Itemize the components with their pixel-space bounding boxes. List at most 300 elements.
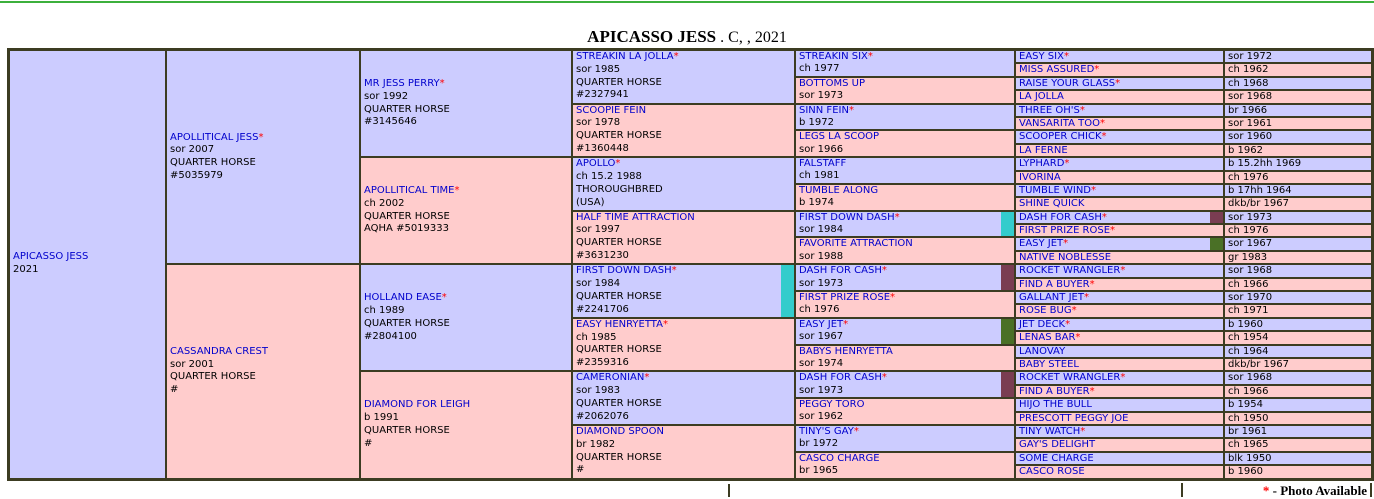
horse-name-line (799, 212, 1014, 224)
photo-star-icon: * (615, 158, 621, 170)
horse-year-cell (1224, 237, 1372, 250)
horse-detail: 2021 (13, 264, 39, 276)
horse-detail: QUARTER HORSE (576, 344, 662, 356)
horse-detail: #5035979 (170, 169, 223, 181)
horse-name-line (576, 158, 794, 171)
horse-name-line (364, 78, 571, 91)
horse-year: ch 1971 (1228, 305, 1269, 317)
photo-star-icon: * (1089, 385, 1095, 397)
horse-year: b 1960 (1228, 466, 1263, 478)
horse-year: b 15.2hh 1969 (1228, 158, 1302, 170)
horse-link[interactable]: MISS ASSURED (1019, 64, 1095, 76)
horse-year-cell (1224, 50, 1372, 63)
horse-link[interactable]: EASY HENRYETTA (576, 318, 663, 330)
horse-link[interactable]: DASH FOR CASH (799, 265, 882, 277)
horse-cell-gen5-2 (795, 77, 1015, 104)
horse-link[interactable]: JET DECK (1019, 318, 1066, 330)
photo-star-icon: * (843, 318, 849, 330)
horse-cell-gen5-11 (795, 318, 1015, 345)
horse-detail: QUARTER HORSE (364, 424, 450, 436)
horse-name-line (1019, 78, 1223, 89)
photo-star-icon: * (1065, 318, 1071, 330)
horse-detail: QUARTER HORSE (576, 451, 662, 463)
horse-link[interactable]: NATIVE NOBLESSE (1019, 251, 1112, 263)
horse-year: ch 1976 (1228, 171, 1269, 183)
horse-cell-gen6-22 (1015, 331, 1224, 344)
horse-cell-gen4-8 (572, 425, 795, 479)
horse-year: br 1966 (1228, 104, 1268, 116)
horse-detail: QUARTER HORSE (576, 76, 662, 88)
horse-link[interactable]: SOME CHARGE (1019, 452, 1094, 464)
horse-detail: br 1982 (576, 438, 616, 450)
horse-detail: #2327941 (576, 89, 629, 101)
horse-year: ch 1966 (1228, 278, 1269, 290)
horse-cell-gen6-30 (1015, 438, 1224, 451)
horse-name-line (799, 265, 1014, 277)
photo-star-icon: * (1101, 211, 1107, 223)
horse-detail: sor 1988 (799, 250, 844, 262)
horse-name-line (799, 185, 1014, 197)
horse-detail: # (364, 437, 373, 449)
horse-cell-gen3-2 (360, 157, 572, 264)
horse-detail: #2359316 (576, 357, 629, 369)
footer-cell-divider (728, 484, 730, 497)
horse-cell-gen5-15 (795, 425, 1015, 452)
photo-star-icon: * (454, 185, 460, 197)
photo-star-icon: * (867, 51, 873, 62)
line-color-chip-maroon (1001, 265, 1014, 290)
photo-star-icon: * (1262, 483, 1270, 498)
horse-detail: #1360448 (576, 142, 629, 154)
horse-name-line (799, 78, 1014, 90)
horse-year: ch 1964 (1228, 345, 1269, 357)
photo-star-icon: * (1089, 278, 1095, 290)
horse-year-cell (1224, 224, 1372, 237)
horse-link[interactable]: LANOVAY (1019, 345, 1066, 357)
horse-name-line (1019, 252, 1223, 263)
horse-link[interactable]: LA JOLLA (1019, 91, 1064, 103)
horse-link[interactable]: SCOOPER CHICK (1019, 131, 1102, 143)
horse-year: sor 1973 (1228, 211, 1273, 223)
horse-cell-gen5-16 (795, 452, 1015, 479)
horse-detail: sor 1962 (799, 411, 844, 423)
horse-link[interactable]: ROSE BUG (1019, 305, 1072, 317)
photo-star-icon: * (890, 292, 896, 304)
horse-year: b 1962 (1228, 144, 1263, 156)
horse-detail: QUARTER HORSE (576, 130, 662, 142)
horse-year: sor 1970 (1228, 292, 1273, 304)
horse-link[interactable]: DIAMOND SPOON (576, 425, 664, 437)
horse-year: dkb/br 1967 (1228, 358, 1289, 370)
horse-name-line (799, 131, 1014, 143)
photo-star-icon: * (1101, 131, 1107, 143)
horse-name-line (1019, 279, 1223, 290)
horse-detail: br 1965 (799, 465, 839, 477)
horse-link[interactable]: BOTTOMS UP (799, 77, 865, 89)
horse-link[interactable]: PRESCOTT PEGGY JOE (1019, 412, 1129, 424)
horse-year: ch 1962 (1228, 64, 1269, 76)
horse-detail: b 1991 (364, 412, 399, 424)
horse-name-line (364, 292, 571, 305)
horse-link[interactable]: LENAS BAR (1019, 332, 1076, 344)
horse-name-line (1019, 439, 1223, 450)
horse-link[interactable]: LA FERNE (1019, 144, 1068, 156)
horse-cell-gen6-8 (1015, 144, 1224, 157)
horse-detail: # (576, 464, 585, 476)
horse-detail: ch 15.2 1988 (576, 170, 642, 182)
horse-link[interactable]: TINY'S GAY (799, 425, 854, 437)
pedigree-table (7, 48, 1374, 481)
horse-year: gr 1983 (1228, 251, 1268, 263)
horse-link[interactable]: CASSANDRA CREST (170, 345, 268, 357)
horse-name-line (1019, 319, 1223, 330)
horse-link[interactable]: SCOOPIE FEIN (576, 104, 647, 116)
photo-star-icon: * (1064, 158, 1070, 170)
horse-year-cell (1224, 264, 1372, 277)
horse-link[interactable]: HOLLAND EASE (364, 292, 442, 304)
horse-cell-gen6-11 (1015, 184, 1224, 197)
horse-cell-gen6-20 (1015, 304, 1224, 317)
horse-link[interactable]: VANSARITA TOO (1019, 117, 1100, 129)
horse-cell-gen3-4 (360, 371, 572, 478)
horse-link[interactable]: EASY JET (799, 318, 844, 330)
horse-name-line (799, 426, 1014, 438)
horse-link[interactable]: STREAKIN SIX (799, 51, 868, 62)
photo-star-icon: * (1100, 117, 1105, 129)
horse-cell-gen6-16 (1015, 251, 1224, 264)
photo-star-icon: * (1120, 265, 1126, 277)
horse-name-line (1019, 372, 1223, 383)
horse-detail: ch 1985 (576, 331, 617, 343)
photo-star-icon: * (853, 425, 859, 437)
horse-cell-gen6-17 (1015, 264, 1224, 277)
horse-link[interactable]: FIND A BUYER (1019, 278, 1090, 290)
horse-name-line (1019, 51, 1223, 62)
horse-link[interactable]: CAMERONIAN (576, 372, 645, 384)
horse-year-cell (1224, 438, 1372, 451)
photo-star-icon: * (894, 211, 900, 223)
horse-year: ch 1976 (1228, 225, 1269, 237)
horse-name-line (1019, 359, 1223, 370)
horse-name-line (799, 292, 1014, 304)
horse-detail: #2804100 (364, 330, 417, 342)
horse-detail: sor 1997 (576, 224, 621, 236)
horse-detail: sor 1973 (799, 384, 844, 396)
horse-name-line (1019, 399, 1223, 410)
horse-year-cell (1224, 63, 1372, 76)
horse-link[interactable]: IVORINA (1019, 171, 1061, 183)
photo-star-icon: * (1080, 425, 1086, 437)
horse-cell-gen6-6 (1015, 117, 1224, 130)
photo-star-icon: * (1115, 77, 1121, 89)
photo-star-icon: * (881, 372, 887, 384)
photo-star-icon: * (1079, 104, 1085, 116)
horse-detail: ch 1989 (364, 305, 405, 317)
horse-detail: sor 1984 (576, 278, 621, 290)
horse-name-line (576, 319, 794, 332)
photo-star-icon: * (671, 265, 677, 277)
horse-name-line (1019, 426, 1223, 437)
horse-year-cell (1224, 278, 1372, 291)
horse-year-cell (1224, 157, 1372, 170)
line-color-chip-maroon (1001, 372, 1014, 397)
horse-link[interactable]: LYPHARD (1019, 158, 1065, 170)
horse-name-line (1019, 91, 1223, 102)
horse-year-cell (1224, 130, 1372, 143)
horse-year-cell (1224, 90, 1372, 103)
horse-cell-gen4-1 (572, 50, 795, 104)
horse-cell-gen5-1 (795, 50, 1015, 77)
horse-detail: sor 2007 (170, 144, 215, 156)
horse-cell-gen5-14 (795, 398, 1015, 425)
horse-cell-gen6-3 (1015, 77, 1224, 90)
horse-detail: sor 1974 (799, 357, 844, 369)
photo-available-note (1181, 483, 1372, 497)
horse-name-line (1019, 346, 1223, 357)
horse-year: b 1954 (1228, 399, 1263, 411)
horse-year-cell (1224, 331, 1372, 344)
horse-cell-gen6-15 (1015, 237, 1224, 250)
horse-link[interactable]: FIRST DOWN DASH (799, 211, 895, 223)
horse-detail: QUARTER HORSE (576, 237, 662, 249)
horse-link[interactable]: BABYS HENRYETTA (799, 345, 893, 357)
horse-cell-gen6-10 (1015, 171, 1224, 184)
photo-star-icon: * (673, 51, 679, 62)
horse-year-cell (1224, 425, 1372, 438)
horse-link[interactable]: DASH FOR CASH (799, 372, 882, 384)
horse-year-cell (1224, 197, 1372, 210)
horse-cell-gen1-1 (9, 50, 166, 479)
photo-star-icon: * (1083, 292, 1089, 304)
horse-name-line (576, 265, 794, 278)
page-title (0, 27, 1374, 47)
horse-cell-gen6-23 (1015, 345, 1224, 358)
horse-detail: sor 1978 (576, 117, 621, 129)
horse-name-line (1019, 212, 1223, 223)
top-divider-line (0, 1, 1374, 3)
horse-name-line (576, 426, 794, 439)
horse-year: sor 1972 (1228, 51, 1273, 62)
photo-star-icon: * (1110, 225, 1116, 237)
horse-link[interactable]: SHINE QUICK (1019, 198, 1085, 210)
horse-name-line (1019, 198, 1223, 209)
horse-detail: sor 1973 (799, 90, 844, 102)
horse-name-line (1019, 225, 1223, 236)
horse-year-cell (1224, 104, 1372, 117)
horse-name-line (799, 158, 1014, 170)
horse-link[interactable]: THREE OH'S (1019, 104, 1080, 116)
pedigree-horse-name: APICASSO JESS (587, 27, 717, 46)
horse-cell-gen6-29 (1015, 425, 1224, 438)
horse-link[interactable]: APICASSO JESS (13, 251, 89, 263)
horse-link[interactable]: FIRST PRIZE ROSE (799, 292, 891, 304)
horse-link[interactable]: HALF TIME ATTRACTION (576, 211, 695, 223)
horse-link[interactable]: FIRST PRIZE ROSE (1019, 225, 1111, 237)
horse-detail: sor 1992 (364, 90, 409, 102)
horse-year-cell (1224, 184, 1372, 197)
horse-cell-gen6-2 (1015, 63, 1224, 76)
horse-link[interactable]: ROCKET WRANGLER (1019, 265, 1121, 277)
horse-cell-gen5-8 (795, 237, 1015, 264)
horse-cell-gen6-4 (1015, 90, 1224, 103)
horse-detail: (USA) (576, 196, 605, 208)
horse-year: dkb/br 1967 (1228, 198, 1289, 210)
photo-star-icon: * (848, 104, 854, 116)
horse-link[interactable]: DASH FOR CASH (1019, 211, 1102, 223)
horse-cell-gen2-2 (166, 264, 360, 478)
horse-link[interactable]: CASCO CHARGE (799, 452, 880, 464)
horse-name-line (576, 212, 794, 225)
horse-detail: ch 1981 (799, 170, 840, 182)
horse-cell-gen4-6 (572, 318, 795, 372)
horse-name-line (1019, 118, 1223, 129)
horse-year: ch 1968 (1228, 77, 1269, 89)
horse-name-line (1019, 332, 1223, 343)
horse-name-line (13, 251, 165, 264)
horse-year-cell (1224, 398, 1372, 411)
horse-link[interactable]: APOLLITICAL JESS (170, 131, 259, 143)
horse-name-line (799, 399, 1014, 411)
horse-year-cell (1224, 385, 1372, 398)
horse-name-line (799, 372, 1014, 384)
photo-star-icon: * (881, 265, 887, 277)
horse-cell-gen6-27 (1015, 398, 1224, 411)
horse-year: sor 1967 (1228, 238, 1273, 250)
horse-cell-gen6-14 (1015, 224, 1224, 237)
horse-link[interactable]: LEGS LA SCOOP (799, 131, 880, 143)
horse-link[interactable]: TUMBLE ALONG (799, 184, 879, 196)
horse-cell-gen5-12 (795, 345, 1015, 372)
horse-year-cell (1224, 345, 1372, 358)
horse-link[interactable]: APOLLITICAL TIME (364, 185, 455, 197)
horse-year-cell (1224, 291, 1372, 304)
horse-detail: sor 1984 (799, 223, 844, 235)
horse-cell-gen3-3 (360, 264, 572, 371)
horse-detail: b 1972 (799, 116, 834, 128)
photo-star-icon: * (258, 131, 264, 143)
horse-name-line (1019, 292, 1223, 303)
horse-name-line (1019, 238, 1223, 249)
horse-detail: AQHA #5019333 (364, 223, 449, 235)
horse-detail: #2062076 (576, 410, 629, 422)
horse-cell-gen6-28 (1015, 412, 1224, 425)
photo-star-icon: * (1071, 305, 1077, 317)
photo-star-icon: * (1063, 51, 1069, 62)
photo-star-icon: * (1091, 184, 1097, 196)
horse-year: ch 1954 (1228, 332, 1269, 344)
horse-link[interactable]: FIND A BUYER (1019, 385, 1090, 397)
horse-cell-gen5-5 (795, 157, 1015, 184)
horse-year: ch 1966 (1228, 385, 1269, 397)
horse-link[interactable]: FIRST DOWN DASH (576, 265, 672, 277)
horse-year-cell (1224, 144, 1372, 157)
horse-link[interactable]: FAVORITE ATTRACTION (799, 238, 913, 250)
horse-detail: QUARTER HORSE (576, 397, 662, 409)
horse-year: b 1960 (1228, 318, 1263, 330)
horse-year-cell (1224, 412, 1372, 425)
horse-cell-gen3-1 (360, 50, 572, 157)
horse-cell-gen6-31 (1015, 452, 1224, 465)
horse-link[interactable]: STREAKIN LA JOLLA (576, 51, 674, 62)
horse-name-line (170, 132, 359, 145)
horse-detail: sor 2001 (170, 358, 215, 370)
horse-cell-gen6-12 (1015, 197, 1224, 210)
horse-cell-gen6-26 (1015, 385, 1224, 398)
horse-link[interactable]: HIJO THE BULL (1019, 399, 1092, 411)
horse-link[interactable]: TINY WATCH (1019, 425, 1081, 437)
horse-name-line (799, 238, 1014, 250)
horse-link[interactable]: PEGGY TORO (799, 399, 865, 411)
horse-cell-gen5-10 (795, 291, 1015, 318)
horse-cell-gen4-2 (572, 104, 795, 158)
horse-link[interactable]: DIAMOND FOR LEIGH (364, 399, 471, 411)
horse-link[interactable]: TUMBLE WIND (1019, 184, 1092, 196)
horse-link[interactable]: GALLANT JET (1019, 292, 1084, 304)
horse-link[interactable]: FALSTAFF (799, 158, 847, 170)
horse-detail: ch 2002 (364, 197, 405, 209)
horse-year-cell (1224, 371, 1372, 384)
horse-link[interactable]: ROCKET WRANGLER (1019, 372, 1121, 384)
horse-detail: QUARTER HORSE (364, 103, 450, 115)
horse-link[interactable]: MR JESS PERRY (364, 77, 440, 89)
horse-name-line (364, 399, 571, 412)
horse-link[interactable]: CASCO ROSE (1019, 466, 1085, 478)
horse-detail: sor 1967 (799, 331, 844, 343)
horse-cell-gen4-7 (572, 371, 795, 425)
horse-detail: sor 1973 (799, 277, 844, 289)
horse-name-line (1019, 413, 1223, 424)
horse-name-line (1019, 158, 1223, 169)
horse-detail: THOROUGHBRED (576, 183, 663, 195)
horse-detail: sor 1966 (799, 143, 844, 155)
horse-name-line (1019, 386, 1223, 397)
horse-year-cell (1224, 304, 1372, 317)
horse-year-cell (1224, 465, 1372, 478)
horse-cell-gen5-13 (795, 371, 1015, 398)
horse-link[interactable]: GAY'S DELIGHT (1019, 439, 1096, 451)
photo-star-icon: * (1094, 64, 1100, 76)
horse-detail: sor 1983 (576, 385, 621, 397)
horse-detail: QUARTER HORSE (170, 157, 256, 169)
line-color-chip-green (1210, 238, 1223, 249)
horse-name-line (1019, 131, 1223, 142)
horse-link[interactable]: RAISE YOUR GLASS (1019, 77, 1116, 89)
horse-year-cell (1224, 452, 1372, 465)
horse-cell-gen6-9 (1015, 157, 1224, 170)
horse-cell-gen4-4 (572, 211, 795, 265)
line-color-chip-cyan (1001, 212, 1014, 237)
photo-star-icon: * (644, 372, 650, 384)
horse-year: br 1961 (1228, 425, 1268, 437)
horse-link[interactable]: EASY SIX (1019, 51, 1064, 62)
horse-name-line (1019, 172, 1223, 183)
horse-cell-gen6-18 (1015, 278, 1224, 291)
page-title-suffix: . C, , 2021 (716, 29, 787, 46)
horse-detail: #3631230 (576, 250, 629, 262)
horse-name-line (364, 185, 571, 198)
horse-cell-gen5-3 (795, 104, 1015, 131)
horse-cell-gen6-7 (1015, 130, 1224, 143)
horse-name-line (799, 319, 1014, 331)
horse-link[interactable]: APOLLO (576, 158, 616, 170)
horse-detail: QUARTER HORSE (364, 317, 450, 329)
horse-link[interactable]: BABY STEEL (1019, 358, 1079, 370)
horse-detail: br 1972 (799, 438, 839, 450)
horse-cell-gen6-25 (1015, 371, 1224, 384)
horse-link[interactable]: EASY JET (1019, 238, 1064, 250)
photo-star-icon: * (1120, 372, 1126, 384)
horse-link[interactable]: SINN FEIN (799, 104, 849, 116)
